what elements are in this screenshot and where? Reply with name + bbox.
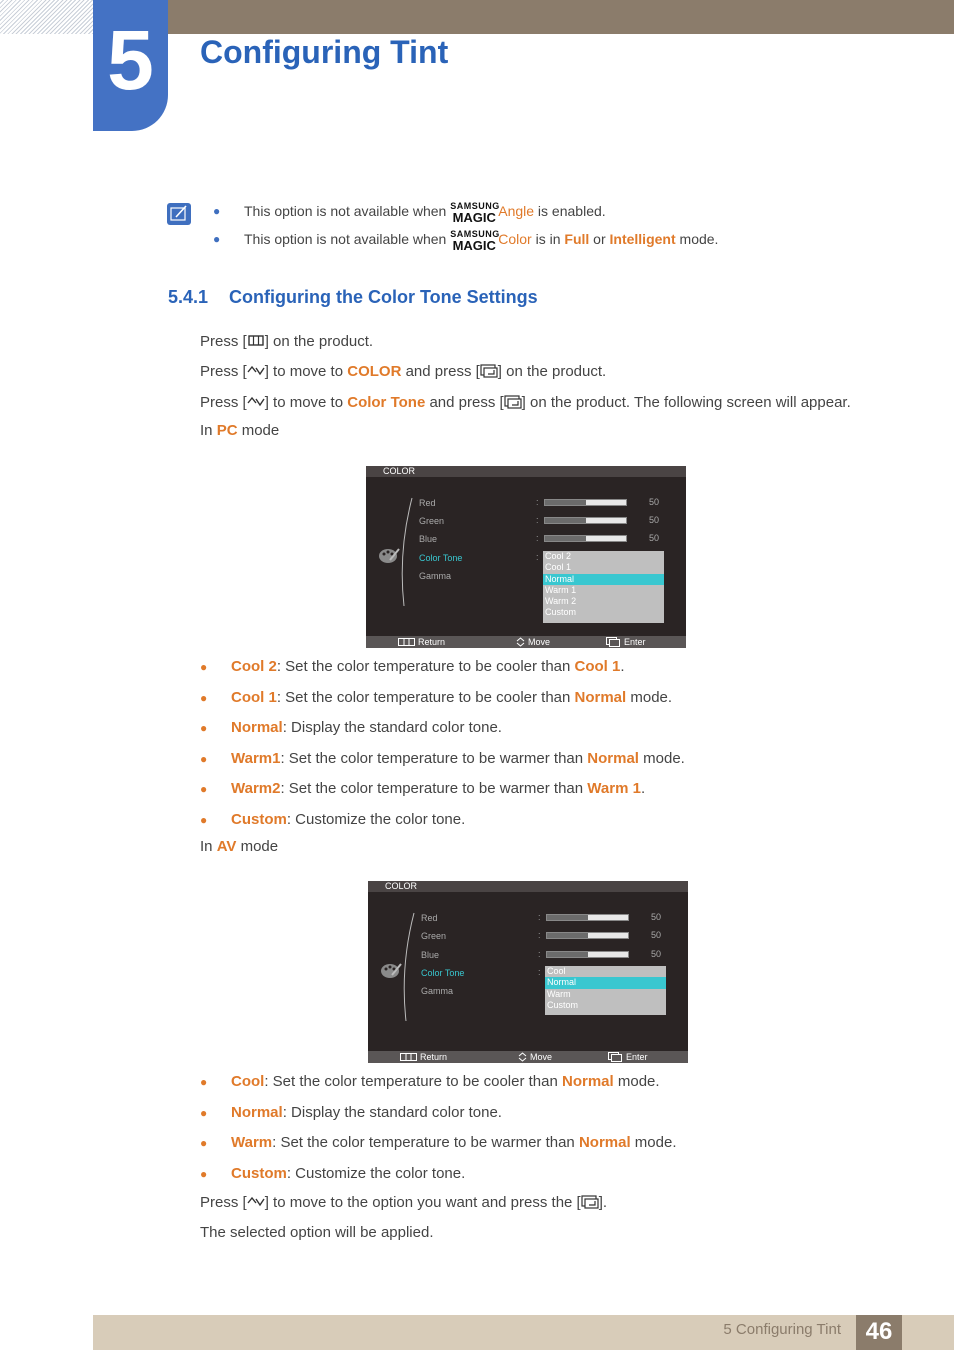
list-item: ● Normal: Display the standard color tone.: [200, 719, 502, 736]
osd-footer-enter: Enter: [626, 1052, 648, 1062]
osd-item-blue[interactable]: Blue: [421, 950, 440, 960]
osd-option[interactable]: Cool 2: [545, 551, 572, 561]
list-item: ● Warm1: Set the color temperature to be warmer than Normal mode.: [200, 749, 685, 767]
list-item: ● Warm2: Set the color temperature to be warmer than Warm 1.: [200, 780, 646, 797]
note-pen-icon: [167, 203, 191, 225]
section-heading: [168, 287, 538, 308]
av-mode-label: In AV mode: [200, 838, 279, 855]
osd-footer-return: Return: [420, 1052, 448, 1062]
note-text: is enabled.: [534, 203, 606, 219]
osd-item-red[interactable]: Red: [419, 498, 436, 508]
osd-item-red[interactable]: Red: [421, 913, 438, 923]
menu-key-icon: [247, 334, 265, 348]
osd-footer-return: Return: [418, 637, 446, 647]
note-feature: Color: [498, 231, 532, 247]
note-list: [208, 201, 718, 257]
list-item: ● Custom: Customize the color tone.: [200, 1164, 466, 1182]
osd-slider-fill: [547, 915, 588, 920]
bullet-dot-icon: ●: [200, 1136, 208, 1150]
osd-screen-pc: [366, 466, 686, 648]
osd-footer-enter: Enter: [624, 637, 646, 647]
bullet-dot-icon: ●: [200, 1105, 208, 1120]
note-item: ● This option is not available when SAMSUNG MAGIC Color is in Full or Intelligent mode.: [213, 229, 719, 253]
bullet-dot-icon: ●: [213, 204, 221, 218]
osd-value-blue: 50: [651, 949, 662, 959]
osd-slider-green[interactable]: [546, 932, 629, 939]
up-down-arrow-icon: [516, 637, 525, 647]
osd-option[interactable]: Warm 2: [545, 596, 577, 607]
osd-option-selected[interactable]: Normal: [543, 574, 664, 585]
enter-key-icon: [581, 1195, 599, 1209]
osd-screen-av: [368, 881, 688, 1063]
up-down-arrow-icon: [518, 1052, 527, 1062]
osd-value-blue: 50: [649, 533, 660, 543]
osd-item-gamma[interactable]: Gamma: [421, 986, 454, 996]
chapter-title: Configuring Tint: [200, 34, 449, 70]
enter-key-icon: [606, 637, 620, 647]
osd-item-blue[interactable]: Blue: [419, 534, 438, 544]
note-feature: Angle: [498, 203, 535, 219]
section-title: Configuring the Color Tone Settings: [229, 287, 538, 307]
osd-slider-fill: [547, 952, 588, 957]
osd-slider-blue[interactable]: [544, 535, 627, 542]
osd-footer: [368, 1051, 688, 1063]
menu-key-icon: [400, 1053, 417, 1061]
osd-value-red: 50: [649, 497, 660, 507]
step-press-menu: Press [ ] on the product.: [200, 333, 374, 350]
osd-value-green: 50: [649, 515, 660, 525]
menu-key-icon: [398, 638, 415, 646]
osd-colon: :: [538, 967, 541, 977]
section-number: 5.4.1: [168, 287, 209, 307]
osd-slider-fill: [545, 518, 586, 523]
osd-option[interactable]: Custom: [545, 607, 577, 618]
step-move-to-color: Press [ ] to move to COLOR and press [ ] on the product.: [200, 363, 607, 380]
av-option-list: [200, 1072, 677, 1194]
osd-item-gamma[interactable]: Gamma: [419, 571, 452, 581]
osd-color-tone-options: [545, 966, 666, 1015]
bullet-dot-icon: ●: [200, 1166, 208, 1181]
osd-header: COLOR: [366, 466, 686, 477]
bullet-dot-icon: ●: [200, 721, 208, 735]
osd-value-red: 50: [651, 912, 662, 922]
osd-slider-red[interactable]: [544, 499, 627, 506]
enter-key-icon: [608, 1052, 622, 1062]
samsung-magic-logo: SAMSUNG MAGIC: [450, 201, 500, 225]
osd-slider-fill: [545, 500, 586, 505]
list-item: ● Custom: Customize the color tone.: [200, 810, 466, 828]
osd-item-color-tone[interactable]: Color Tone: [419, 553, 463, 563]
osd-slider-green[interactable]: [544, 517, 627, 524]
osd-colon: :: [538, 912, 541, 922]
osd-item-color-tone[interactable]: Color Tone: [421, 968, 465, 978]
palette-icon: [378, 546, 400, 564]
osd-option[interactable]: Warm 1: [545, 584, 577, 595]
osd-colon: :: [536, 515, 539, 525]
list-item: ● Cool: Set the color temperature to be cooler than Normal mode.: [200, 1073, 660, 1090]
osd-option[interactable]: Warm: [547, 988, 571, 999]
osd-item-green[interactable]: Green: [419, 516, 445, 526]
osd-color-tone-options: [543, 551, 664, 623]
note-text: This option is not available when: [244, 203, 451, 219]
osd-footer: [366, 636, 686, 648]
step-applied: The selected option will be applied.: [200, 1224, 434, 1241]
up-down-key-icon: [247, 364, 265, 378]
step-select-option: Press [ ] to move to the option you want and press the [ ].: [200, 1194, 608, 1211]
bullet-dot-icon: ●: [200, 660, 208, 674]
osd-header: COLOR: [368, 881, 688, 892]
enter-key-icon: [504, 395, 522, 409]
osd-option[interactable]: Custom: [547, 999, 579, 1010]
note-mode: Full: [564, 231, 590, 247]
osd-slider-fill: [545, 536, 586, 541]
list-item: ● Normal: Display the standard color tone.: [200, 1103, 502, 1121]
osd-slider-blue[interactable]: [546, 951, 629, 958]
note-mode: Intelligent: [609, 231, 676, 247]
osd-colon: :: [536, 533, 539, 543]
step-move-to-color-tone: Press [ ] to move to Color Tone and press [ ] on the product. The following screen will appear.: [200, 394, 851, 411]
up-down-key-icon: [247, 395, 265, 409]
osd-arc-decoration: [400, 496, 414, 608]
header-hatch-decoration: [0, 0, 93, 34]
list-item: ● Cool 2: Set the color temperature to be cooler than Cool 1.: [200, 658, 625, 675]
osd-slider-red[interactable]: [546, 914, 629, 921]
osd-arc-decoration: [402, 911, 416, 1023]
osd-option-selected[interactable]: Normal: [545, 977, 666, 988]
palette-icon: [380, 961, 402, 979]
list-item: ● Warm: Set the color temperature to be warmer than Normal mode.: [200, 1134, 677, 1151]
osd-option[interactable]: Cool 1: [545, 562, 572, 573]
pc-mode-label: In PC mode: [200, 422, 280, 439]
page-footer: [93, 1315, 954, 1350]
osd-value-green: 50: [651, 930, 662, 940]
list-item: ● Cool 1: Set the color temperature to be cooler than Normal mode.: [200, 688, 673, 706]
pc-option-list: [200, 657, 685, 840]
osd-footer-move: Move: [528, 637, 551, 647]
osd-slider-fill: [547, 933, 588, 938]
note-text: This option is not available when: [244, 231, 451, 247]
osd-colon: :: [536, 497, 539, 507]
osd-colon: :: [538, 930, 541, 940]
up-down-key-icon: [247, 1195, 265, 1209]
bullet-dot-icon: ●: [200, 782, 208, 796]
osd-colon: :: [536, 552, 539, 562]
bullet-dot-icon: ●: [200, 812, 208, 827]
osd-option[interactable]: Cool: [547, 966, 566, 976]
bullet-dot-icon: ●: [200, 751, 208, 766]
osd-colon: :: [538, 949, 541, 959]
chapter-number-badge: 5: [93, 0, 168, 131]
bullet-dot-icon: ●: [213, 232, 221, 246]
bullet-dot-icon: ●: [200, 1075, 208, 1089]
header-bar: [168, 0, 954, 34]
page-number: 46: [856, 1315, 902, 1350]
note-item: [208, 201, 718, 229]
samsung-magic-logo: SAMSUNG MAGIC: [450, 229, 500, 253]
footer-chapter-label: 5 Configuring Tint: [723, 1321, 841, 1338]
osd-footer-move: Move: [530, 1052, 553, 1062]
osd-item-green[interactable]: Green: [421, 931, 447, 941]
enter-key-icon: [480, 364, 498, 378]
bullet-dot-icon: ●: [200, 690, 208, 705]
